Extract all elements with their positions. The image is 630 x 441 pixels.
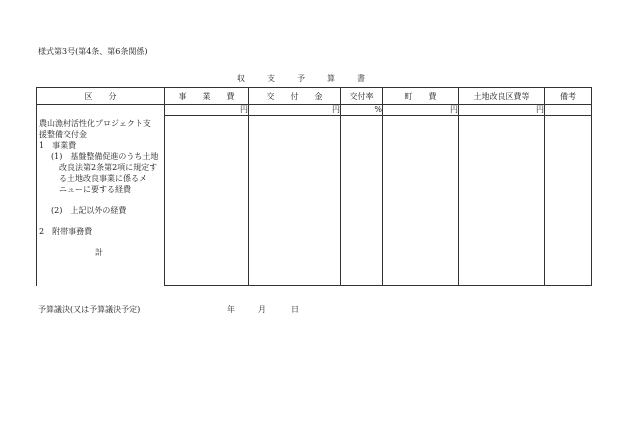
title-char: 予 xyxy=(297,74,305,83)
header-remarks: 備考 xyxy=(545,88,592,105)
cell-town-cost[interactable] xyxy=(383,116,459,286)
form-number: 様式第3号(第4条、第6条関係) xyxy=(38,47,148,56)
item-line: 農山漁村活性化プロジェクト支 xyxy=(39,119,151,128)
footer-year: 年 xyxy=(227,305,235,314)
unit-grant: 円 xyxy=(249,105,341,116)
item-line: 援整備交付金 xyxy=(39,130,87,139)
cell-grant-rate[interactable] xyxy=(341,116,383,286)
header-town-cost: 町 費 xyxy=(383,88,459,105)
budget-table xyxy=(36,87,592,286)
title-char: 算 xyxy=(327,74,335,83)
item-line: (2) 上記以外の経費 xyxy=(51,206,127,215)
table-header-row xyxy=(37,88,592,105)
footer-day: 日 xyxy=(291,305,299,314)
item-line: (1) 基盤整備促進のうち土地 xyxy=(51,152,159,161)
unit-remarks xyxy=(545,105,592,116)
item-line: ニューに要する経費 xyxy=(59,185,131,194)
title-char: 書 xyxy=(357,74,365,83)
cell-grant[interactable] xyxy=(249,116,341,286)
header-land-improvement-cost: 土地改良区費等 xyxy=(459,88,545,105)
unit-grant-rate: % xyxy=(341,105,383,116)
unit-land-improvement-cost: 円 xyxy=(459,105,545,116)
cell-project-cost[interactable] xyxy=(165,116,249,286)
item-line: る土地改良事業に係るメ xyxy=(59,174,147,183)
header-grant-rate: 交付率 xyxy=(341,88,383,105)
total-label: 計 xyxy=(95,248,103,257)
cell-land-improvement-cost[interactable] xyxy=(459,116,545,286)
cell-remarks[interactable] xyxy=(545,116,592,286)
header-grant: 交 付 金 xyxy=(249,88,341,105)
header-category: 区 分 xyxy=(37,88,165,105)
title-char: 支 xyxy=(267,74,275,83)
budget-resolution-label: 予算議決(又は予算議決予定) xyxy=(38,305,141,314)
document-title xyxy=(237,73,387,84)
unit-project-cost: 円 xyxy=(165,105,249,116)
unit-town-cost: 円 xyxy=(383,105,459,116)
title-char: 収 xyxy=(237,74,245,83)
item-line: 改良法第2条第2項に規定す xyxy=(59,163,158,172)
footer-month: 月 xyxy=(258,305,266,314)
item-line: 2 附帯事務費 xyxy=(39,227,93,236)
category-cell xyxy=(37,105,165,286)
header-project-cost: 事 業 費 xyxy=(165,88,249,105)
unit-row xyxy=(37,105,592,116)
item-line: 1 事業費 xyxy=(39,141,77,150)
